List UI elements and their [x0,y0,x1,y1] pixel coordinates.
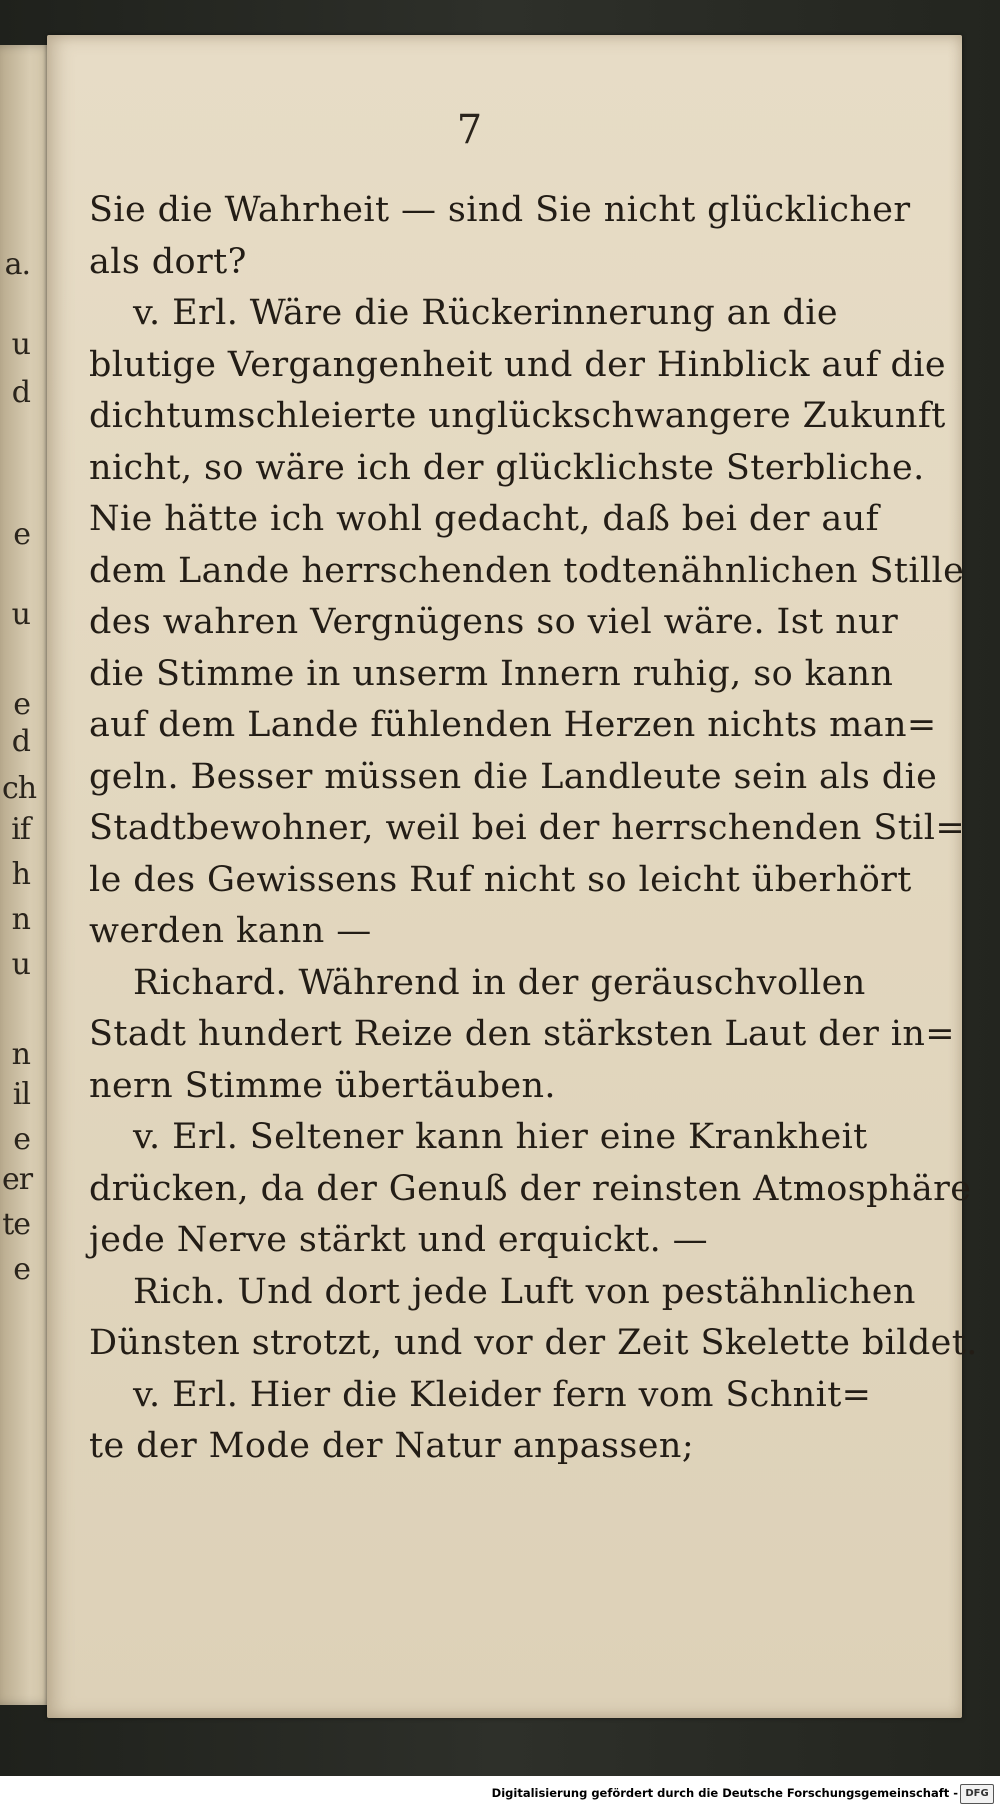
left-page-fragment: e [13,687,30,722]
left-page-fragment: te [2,1207,30,1242]
page-body-text [89,185,978,1473]
text-line: drücken, da der Genuß der reinsten Atmosphäre [89,1168,972,1209]
text-line: blutige Vergangenheit und der Hinblick auf die [89,344,947,385]
text-line: dem Lande herrschenden todtenähnlichen Stille [89,550,965,591]
text-line: nicht, so wäre ich der glücklichste Sterbliche. [89,447,925,488]
book-page [47,35,978,1718]
text-line: le des Gewissens Ruf nicht so leicht überhört [89,859,912,900]
text-line: Rich. Und dort jede Luft von pestähnlichen [133,1271,916,1312]
left-page-fragment: e [13,1252,30,1287]
left-page-fragment: il [12,1077,30,1112]
page-number: 7 [456,107,483,153]
left-page-fragment: n [11,1037,30,1072]
text-line: v. Erl. Hier die Kleider fern vom Schnit= [133,1374,872,1415]
left-page-text-fragments [0,45,37,1705]
text-line: Sie die Wahrheit — sind Sie nicht glücklicher [89,190,911,230]
left-page-fragment: d [11,375,30,410]
left-page-fragment: a. [4,247,30,282]
digitization-credit: Digitalisierung gefördert durch die Deutsche Forschungsgemeinschaft - [491,1786,958,1800]
text-line: des wahren Vergnügens so viel wäre. Ist nur [89,602,899,642]
text-line: als dort? [89,241,247,282]
text-line: Richard. Während in der geräuschvollen [133,962,866,1003]
text-line: te der Mode der Natur anpassen; [89,1426,695,1466]
dfg-logo: DFG [960,1784,994,1804]
text-line: v. Erl. Seltener kann hier eine Krankheit [133,1117,868,1157]
text-line: Dünsten strotzt, und vor der Zeit Skelette bildet. [89,1323,978,1363]
left-page-fragment: h [11,857,30,892]
text-line: v. Erl. Wäre die Rückerinnerung an die [133,293,838,333]
left-page-fragment: u [11,597,30,632]
text-line: die Stimme in unserm Innern ruhig, so kann [89,653,894,694]
text-line: nern Stimme übertäuben. [89,1065,556,1106]
left-page-fragment: n [11,902,30,937]
left-page-fragment: u [11,327,30,362]
text-line: dichtumschleierte unglückschwangere Zukunft [89,396,946,436]
text-line: geln. Besser müssen die Landleute sein als die [89,756,938,797]
text-line: werden kann — [89,911,372,951]
left-page-fragment: e [13,517,30,552]
text-line: auf dem Lande fühlenden Herzen nichts man= [89,705,937,745]
left-page-fragment: e [13,1122,30,1157]
text-line: Stadt hundert Reize den stärksten Laut der in= [89,1014,956,1054]
text-line: Nie hätte ich wohl gedacht, daß bei der auf [89,499,879,539]
left-page-fragment: ch [2,771,37,806]
text-line: Stadtbewohner, weil bei der herrschenden Stil= [89,808,966,848]
footer-bar [0,1776,1000,1811]
left-page-fragment: if [11,812,30,847]
left-page-fragment: d [11,724,30,759]
left-page-fragment: u [11,947,30,982]
left-page-edge [0,45,54,1705]
text-line: jede Nerve stärkt und erquickt. — [89,1220,709,1260]
left-page-fragment: er [2,1162,33,1197]
